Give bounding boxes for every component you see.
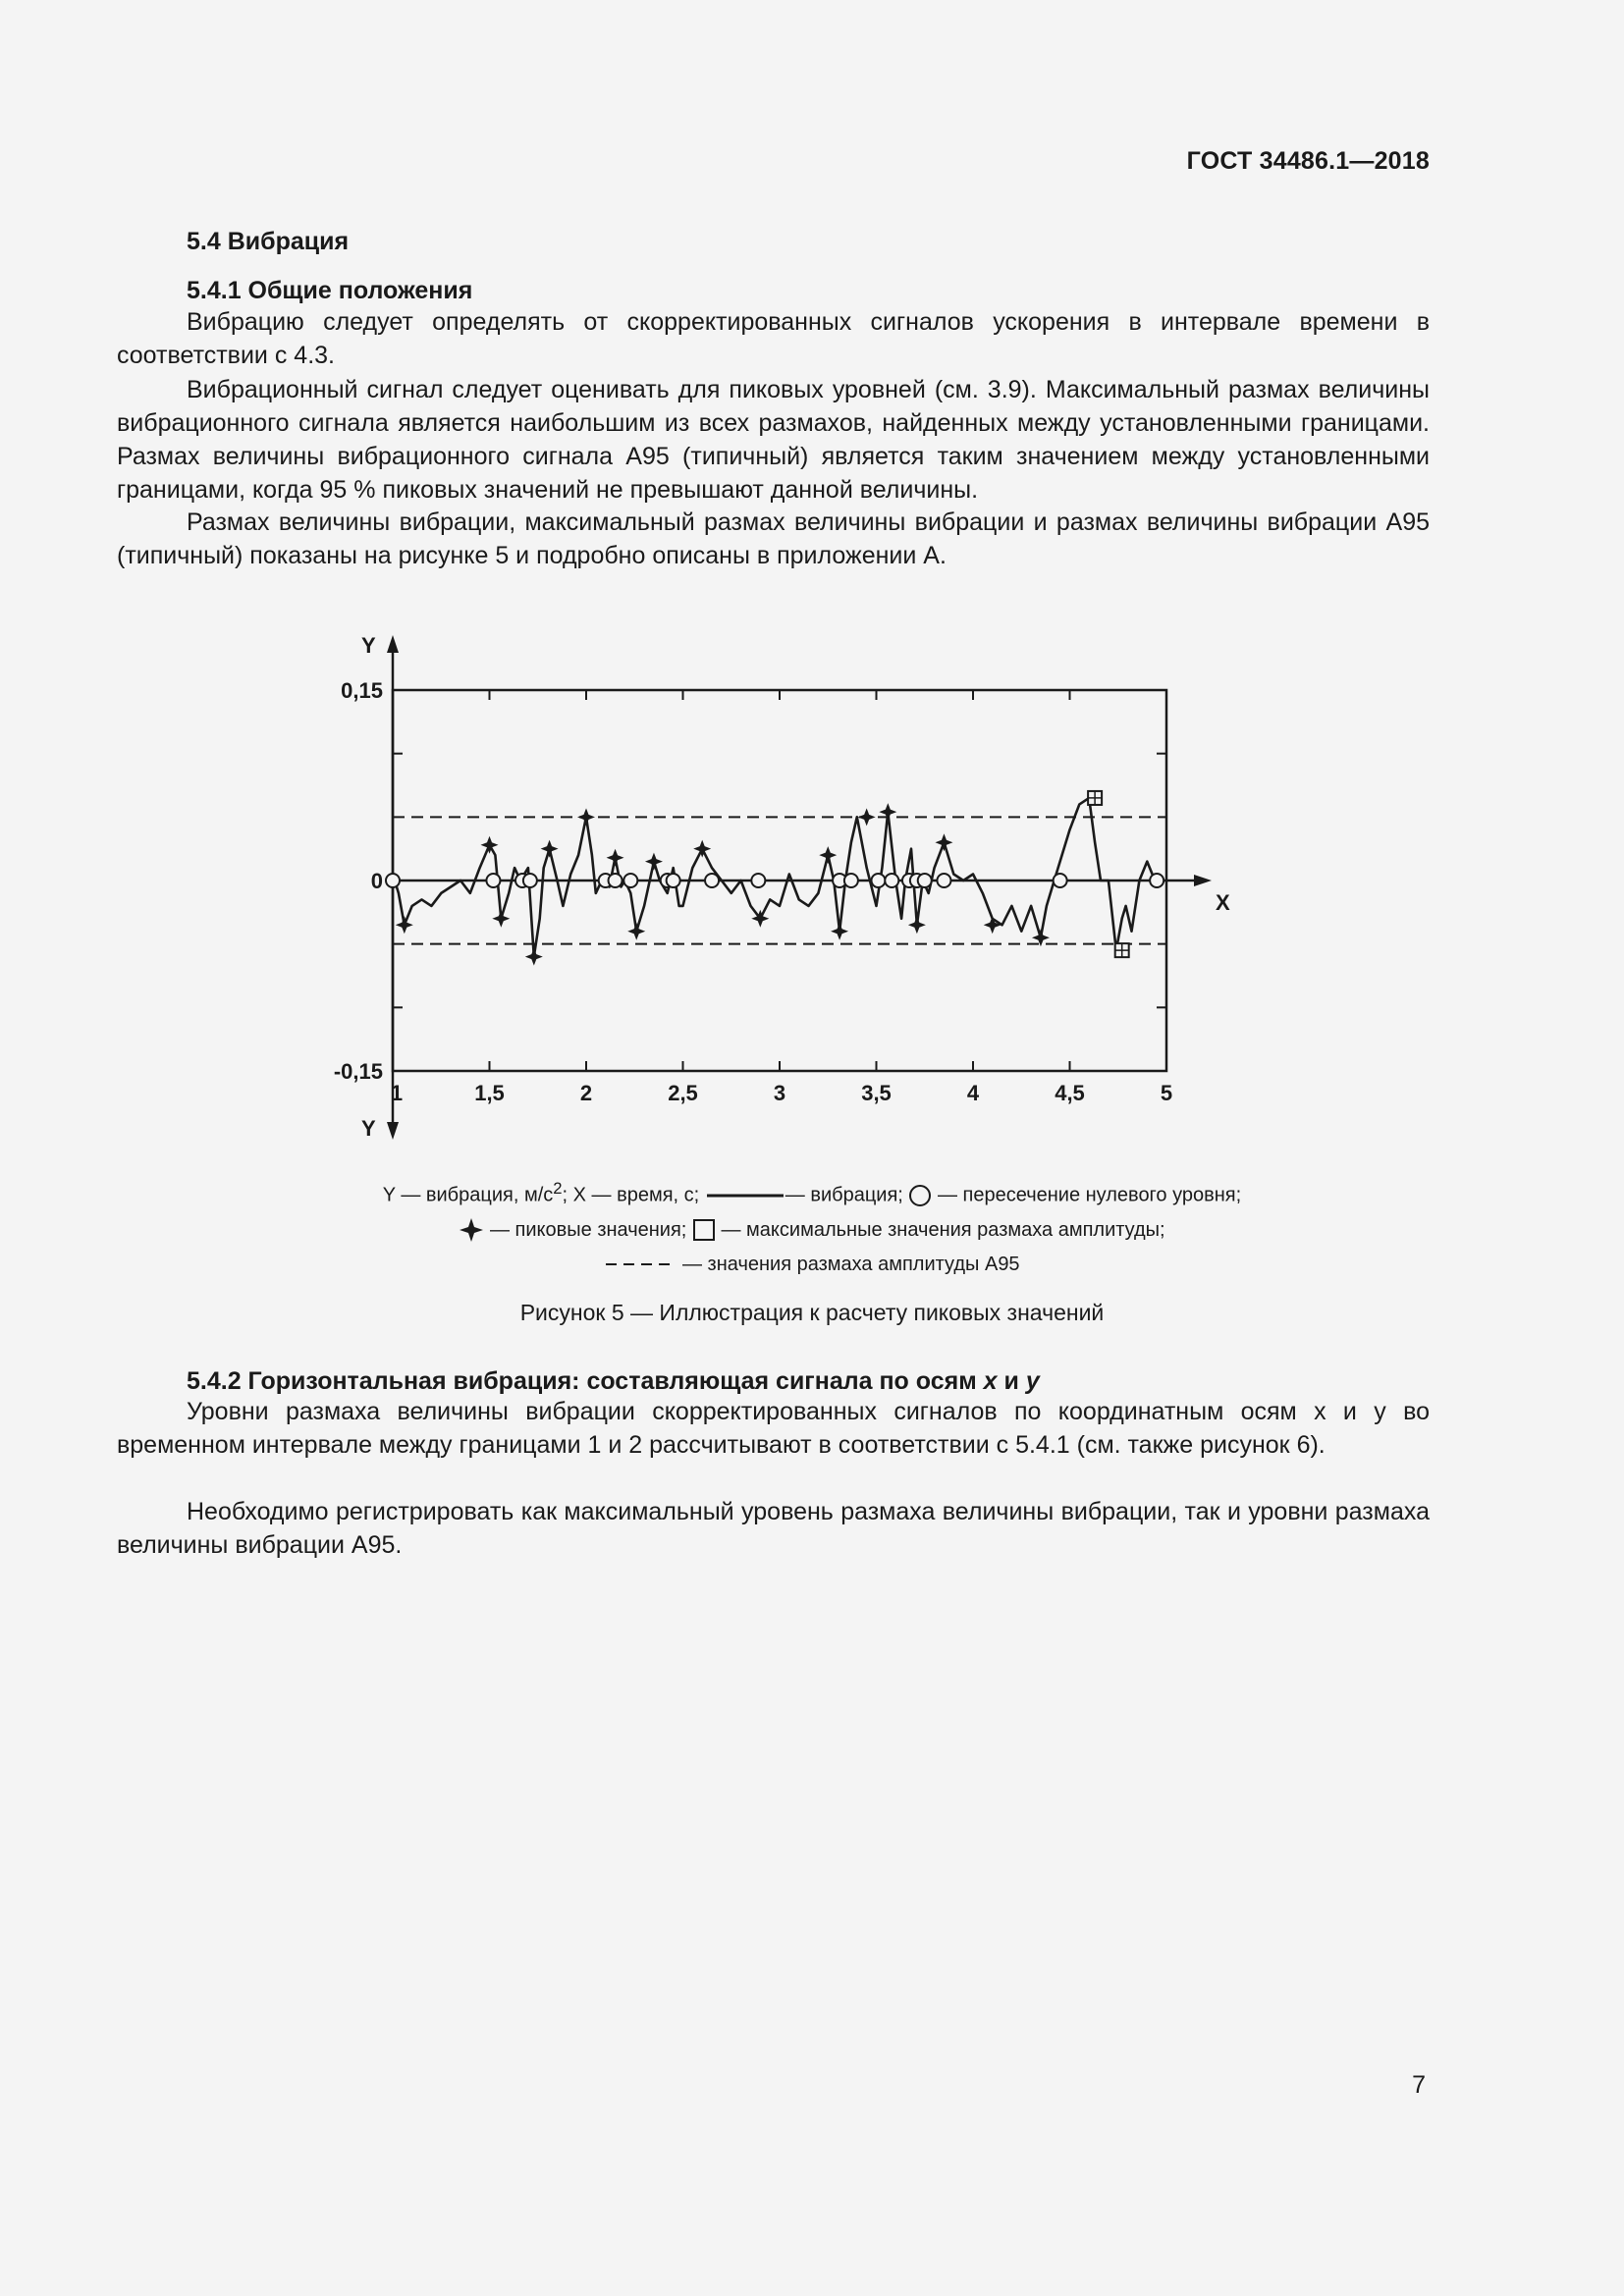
document-code: ГОСТ 34486.1—2018 — [1186, 147, 1430, 175]
y-axis-label-top: Y — [361, 633, 376, 658]
peak-marker — [481, 836, 499, 854]
zero-crossing-marker — [918, 874, 932, 887]
zero-crossing-marker — [1054, 874, 1067, 887]
x-axis-arrow — [1194, 875, 1212, 886]
paragraph-4: Уровни размаха величины вибрации скорректированных сигналов по координатным осям x и y во временном интервале между границами 1 и 2 рассчитывают в соответствии с 5.4.1 (см. также рисунок 6). — [117, 1398, 1430, 1459]
peak-marker — [396, 916, 413, 934]
zero-crossing-marker — [386, 874, 400, 887]
paragraph-5: Необходимо регистрировать как максимальный уровень размаха величины вибрации, так и уровни размаха величины вибрации А95. — [117, 1498, 1430, 1559]
paragraph-3: Размах величины вибрации, максимальный размах величины вибрации и размах величины вибрации А95 (типичный) показаны на рисунке 5 и подробно описаны в приложении А. — [117, 508, 1430, 569]
legend-max-range: — максимальные значения размаха амплитуды; — [721, 1218, 1165, 1241]
peak-marker — [984, 916, 1001, 934]
y-axis-arrow-down — [387, 1122, 399, 1140]
zero-crossing-marker — [844, 874, 858, 887]
zero-crossing-marker — [751, 874, 765, 887]
axis-x-letter: x — [983, 1367, 998, 1395]
legend-row-3 — [196, 1248, 1428, 1282]
conjunction: и — [997, 1367, 1026, 1395]
legend-zero-crossing: — пересечение нулевого уровня; — [937, 1184, 1242, 1206]
dashed-line-icon — [604, 1258, 677, 1270]
peak-marker — [607, 849, 624, 867]
zero-crossing-marker — [486, 874, 500, 887]
zero-crossing-marker — [667, 874, 680, 887]
legend-row-1 — [196, 1171, 1428, 1213]
legend-y-label: Y — вибрация, м/с — [382, 1184, 554, 1206]
page-number: 7 — [1412, 2071, 1426, 2099]
x-tick-label: 1,5 — [474, 1081, 505, 1105]
peak-marker — [831, 923, 848, 940]
peak-marker — [525, 948, 543, 966]
zero-crossing-marker — [937, 874, 950, 887]
peak-marker — [627, 923, 645, 940]
peak-marker — [693, 840, 711, 858]
y-axis-arrow-up — [387, 635, 399, 653]
peak-marker — [492, 910, 510, 928]
x-tick-label: 5 — [1160, 1081, 1173, 1105]
figure-5 — [295, 614, 1257, 1144]
legend-unit-power: 2 — [553, 1179, 563, 1198]
x-tick-label: 2,5 — [668, 1081, 698, 1105]
peak-marker — [908, 916, 926, 934]
zero-crossing-marker — [623, 874, 637, 887]
zero-crossing-marker — [523, 874, 537, 887]
solid-line-icon — [705, 1190, 785, 1201]
legend-a95: — значения размаха амплитуды А95 — [681, 1253, 1020, 1275]
figure-caption: Рисунок 5 — Иллюстрация к расчету пиковых значений — [519, 1300, 1105, 1325]
peak-marker — [541, 840, 559, 858]
peak-star-icon — [459, 1217, 484, 1243]
axis-y-letter: y — [1025, 1367, 1040, 1395]
zero-crossing-marker — [705, 874, 719, 887]
circle-icon — [908, 1184, 932, 1207]
x-axis-label: X — [1216, 890, 1230, 915]
zero-crossing-marker — [609, 874, 623, 887]
figure-legend — [196, 1171, 1428, 1282]
peak-marker — [858, 808, 876, 826]
peak-marker — [879, 803, 896, 821]
legend-peaks: — пиковые значения; — [489, 1218, 687, 1241]
y-tick-label: 0 — [370, 869, 383, 893]
y-tick-label: 0,15 — [341, 678, 383, 703]
vibration-chart — [295, 614, 1257, 1144]
legend-vibration: — вибрация; — [785, 1184, 903, 1206]
x-tick-label: 3 — [773, 1081, 786, 1105]
peak-marker — [645, 853, 663, 871]
legend-x-label: ; X — время, с; — [562, 1184, 700, 1206]
x-tick-label: 1 — [390, 1081, 404, 1105]
subsection-title-text: 5.4.2 Горизонтальная вибрация: составляющая сигнала по осям — [187, 1367, 984, 1395]
y-tick-label: -0,15 — [333, 1059, 383, 1084]
peak-marker — [935, 833, 952, 851]
peak-marker — [577, 808, 595, 826]
y-axis-label-bottom: Y — [361, 1116, 376, 1141]
square-icon — [692, 1218, 716, 1242]
x-tick-label: 4,5 — [1055, 1081, 1085, 1105]
subsection-title-5-4-2 — [187, 1367, 1040, 1396]
section-title: 5.4 Вибрация — [187, 228, 350, 255]
x-tick-label: 2 — [579, 1081, 593, 1105]
x-tick-label: 3,5 — [861, 1081, 892, 1105]
zero-crossing-marker — [871, 874, 885, 887]
zero-crossing-marker — [1150, 874, 1164, 887]
zero-crossing-marker — [885, 874, 898, 887]
subsection-title-5-4-1: 5.4.1 Общие положения — [187, 277, 473, 304]
x-tick-label: 4 — [966, 1081, 980, 1105]
peak-marker — [819, 846, 837, 864]
paragraph-2: Вибрационный сигнал следует оценивать для пиковых уровней (см. 3.9). Максимальный размах величины вибрационного сигнала является наибольшим из всех размахов, найденных между установленными границами. Размах величины вибрационного сигнала А95 (типичный) является таким значением между установленными границами, когда 95 % пиковых значений не превышают данной величины. — [117, 376, 1430, 504]
legend-row-2 — [196, 1213, 1428, 1248]
paragraph-1: Вибрацию следует определять от скорректированных сигналов ускорения в интервале времени в соответствии с 4.3. — [117, 308, 1430, 369]
